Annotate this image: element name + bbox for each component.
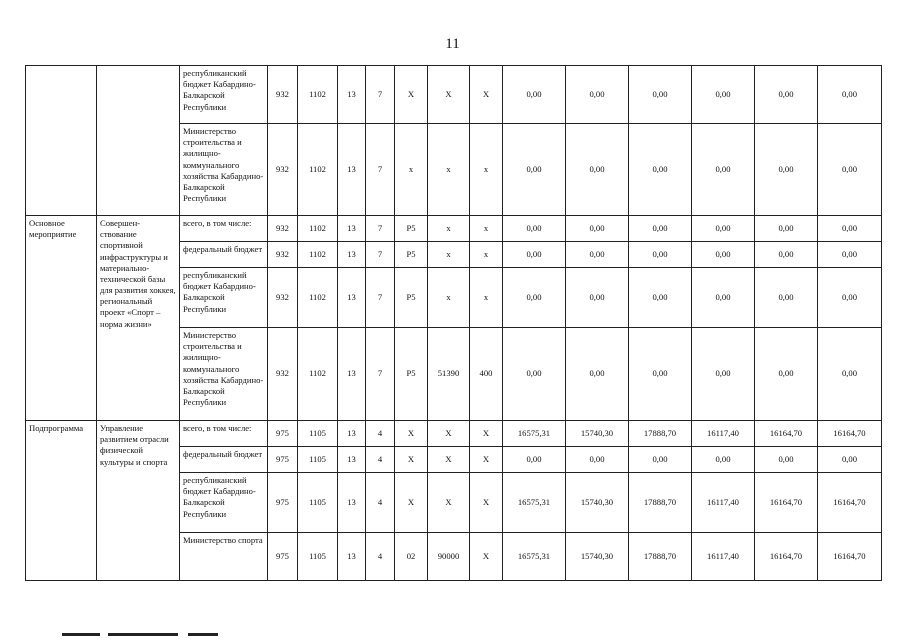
value-cell-v5: 0,00 (755, 242, 818, 268)
value-cell-grbs: 932 (268, 268, 298, 328)
value-cell-v6: 16164,70 (818, 421, 882, 447)
value-cell-gp: 13 (338, 242, 366, 268)
value-cell-v3: 0,00 (629, 66, 692, 124)
program-name-cell (97, 66, 180, 216)
funding-source-cell: Министерство строительства и жилищно-коммунального хозяйства Кабардино-Балкарской Республики (180, 328, 268, 421)
value-cell-gp: 13 (338, 447, 366, 473)
value-cell-v1: 16575,31 (503, 533, 566, 581)
value-cell-gp: 13 (338, 124, 366, 216)
value-cell-v3: 0,00 (629, 216, 692, 242)
value-cell-pp: 4 (366, 473, 395, 533)
value-cell-vr: Х (470, 421, 503, 447)
value-cell-cs: Х (428, 447, 470, 473)
value-cell-cs: 51390 (428, 328, 470, 421)
value-cell-pp: 7 (366, 66, 395, 124)
value-cell-v2: 15740,30 (566, 533, 629, 581)
value-cell-v6: 0,00 (818, 447, 882, 473)
value-cell-vr: Х (470, 66, 503, 124)
value-cell-vr: 400 (470, 328, 503, 421)
value-cell-v1: 0,00 (503, 124, 566, 216)
scan-mark (62, 633, 100, 636)
value-cell-v4: 0,00 (692, 447, 755, 473)
value-cell-v5: 0,00 (755, 328, 818, 421)
program-name-cell: Управление развитием отрасли физической культуры и спорта (97, 421, 180, 581)
value-cell-om: Р5 (395, 216, 428, 242)
value-cell-cs: Х (428, 66, 470, 124)
value-cell-v4: 0,00 (692, 242, 755, 268)
value-cell-v4: 16117,40 (692, 421, 755, 447)
table-row (26, 421, 882, 447)
value-cell-grbs: 975 (268, 533, 298, 581)
funding-source-cell: федеральный бюджет (180, 447, 268, 473)
value-cell-gp: 13 (338, 473, 366, 533)
value-cell-rz: 1102 (298, 216, 338, 242)
value-cell-v6: 0,00 (818, 216, 882, 242)
value-cell-v1: 0,00 (503, 447, 566, 473)
value-cell-v5: 0,00 (755, 216, 818, 242)
value-cell-v1: 0,00 (503, 66, 566, 124)
value-cell-cs: Х (428, 421, 470, 447)
program-level-cell: Основное мероприятие (26, 216, 97, 421)
value-cell-om: Х (395, 473, 428, 533)
value-cell-v1: 16575,31 (503, 421, 566, 447)
value-cell-om: Х (395, 421, 428, 447)
value-cell-gp: 13 (338, 66, 366, 124)
value-cell-v3: 0,00 (629, 124, 692, 216)
value-cell-rz: 1102 (298, 328, 338, 421)
value-cell-v1: 0,00 (503, 268, 566, 328)
value-cell-v2: 0,00 (566, 66, 629, 124)
value-cell-pp: 7 (366, 124, 395, 216)
value-cell-om: Р5 (395, 268, 428, 328)
value-cell-om: Р5 (395, 328, 428, 421)
value-cell-v4: 0,00 (692, 216, 755, 242)
value-cell-gp: 13 (338, 216, 366, 242)
value-cell-v6: 16164,70 (818, 473, 882, 533)
table-row (26, 216, 882, 242)
value-cell-v5: 0,00 (755, 124, 818, 216)
scan-mark (188, 633, 218, 636)
funding-source-cell: всего, в том числе: (180, 421, 268, 447)
funding-source-cell: всего, в том числе: (180, 216, 268, 242)
funding-source-cell: Министерство строительства и жилищно-коммунального хозяйства Кабардино-Балкарской Республики (180, 124, 268, 216)
value-cell-grbs: 932 (268, 242, 298, 268)
value-cell-v3: 17888,70 (629, 473, 692, 533)
value-cell-v2: 0,00 (566, 268, 629, 328)
value-cell-rz: 1102 (298, 124, 338, 216)
value-cell-v2: 15740,30 (566, 473, 629, 533)
program-level-cell: Подпрограмма (26, 421, 97, 581)
value-cell-v6: 0,00 (818, 124, 882, 216)
value-cell-vr: х (470, 216, 503, 242)
value-cell-v3: 0,00 (629, 268, 692, 328)
value-cell-v2: 15740,30 (566, 421, 629, 447)
value-cell-vr: Х (470, 447, 503, 473)
value-cell-v5: 16164,70 (755, 473, 818, 533)
value-cell-grbs: 932 (268, 328, 298, 421)
value-cell-vr: х (470, 268, 503, 328)
value-cell-grbs: 932 (268, 216, 298, 242)
value-cell-v6: 0,00 (818, 66, 882, 124)
value-cell-cs: х (428, 268, 470, 328)
budget-table (25, 65, 882, 581)
value-cell-v1: 0,00 (503, 328, 566, 421)
value-cell-grbs: 932 (268, 66, 298, 124)
value-cell-v5: 0,00 (755, 447, 818, 473)
value-cell-v4: 0,00 (692, 124, 755, 216)
program-level-cell (26, 66, 97, 216)
value-cell-v1: 0,00 (503, 242, 566, 268)
value-cell-om: 02 (395, 533, 428, 581)
value-cell-v5: 16164,70 (755, 421, 818, 447)
funding-source-cell: республиканский бюджет Кабардино-Балкарской Республики (180, 473, 268, 533)
value-cell-rz: 1105 (298, 447, 338, 473)
value-cell-gp: 13 (338, 533, 366, 581)
funding-source-cell: Министерство спорта (180, 533, 268, 581)
funding-source-cell: республиканский бюджет Кабардино-Балкарской Республики (180, 268, 268, 328)
value-cell-grbs: 975 (268, 421, 298, 447)
value-cell-v1: 0,00 (503, 216, 566, 242)
value-cell-rz: 1105 (298, 533, 338, 581)
value-cell-v3: 17888,70 (629, 421, 692, 447)
funding-source-cell: республиканский бюджет Кабардино-Балкарской Республики (180, 66, 268, 124)
value-cell-grbs: 975 (268, 447, 298, 473)
value-cell-rz: 1102 (298, 268, 338, 328)
value-cell-cs: х (428, 216, 470, 242)
value-cell-grbs: 932 (268, 124, 298, 216)
value-cell-cs: х (428, 124, 470, 216)
value-cell-v4: 0,00 (692, 66, 755, 124)
value-cell-v3: 0,00 (629, 447, 692, 473)
value-cell-v4: 0,00 (692, 328, 755, 421)
value-cell-rz: 1102 (298, 66, 338, 124)
value-cell-pp: 7 (366, 242, 395, 268)
value-cell-cs: 90000 (428, 533, 470, 581)
value-cell-gp: 13 (338, 268, 366, 328)
value-cell-pp: 7 (366, 328, 395, 421)
value-cell-rz: 1105 (298, 473, 338, 533)
value-cell-v2: 0,00 (566, 447, 629, 473)
table-row (26, 66, 882, 124)
value-cell-v3: 0,00 (629, 328, 692, 421)
value-cell-pp: 7 (366, 268, 395, 328)
value-cell-pp: 4 (366, 421, 395, 447)
value-cell-v2: 0,00 (566, 328, 629, 421)
page-number: 11 (445, 36, 460, 52)
value-cell-v2: 0,00 (566, 216, 629, 242)
value-cell-vr: х (470, 242, 503, 268)
value-cell-v6: 16164,70 (818, 533, 882, 581)
value-cell-pp: 4 (366, 533, 395, 581)
value-cell-pp: 4 (366, 447, 395, 473)
value-cell-grbs: 975 (268, 473, 298, 533)
value-cell-om: Х (395, 447, 428, 473)
value-cell-gp: 13 (338, 328, 366, 421)
value-cell-vr: Х (470, 533, 503, 581)
value-cell-v2: 0,00 (566, 242, 629, 268)
value-cell-v3: 17888,70 (629, 533, 692, 581)
value-cell-v5: 16164,70 (755, 533, 818, 581)
value-cell-v6: 0,00 (818, 268, 882, 328)
value-cell-om: Х (395, 66, 428, 124)
value-cell-rz: 1105 (298, 421, 338, 447)
value-cell-v4: 16117,40 (692, 473, 755, 533)
scan-mark (108, 633, 178, 636)
value-cell-v1: 16575,31 (503, 473, 566, 533)
value-cell-cs: Х (428, 473, 470, 533)
value-cell-v4: 16117,40 (692, 533, 755, 581)
funding-source-cell: федеральный бюджет (180, 242, 268, 268)
value-cell-v5: 0,00 (755, 66, 818, 124)
value-cell-v4: 0,00 (692, 268, 755, 328)
value-cell-v5: 0,00 (755, 268, 818, 328)
value-cell-vr: Х (470, 473, 503, 533)
value-cell-v6: 0,00 (818, 328, 882, 421)
value-cell-om: Р5 (395, 242, 428, 268)
value-cell-v3: 0,00 (629, 242, 692, 268)
value-cell-v2: 0,00 (566, 124, 629, 216)
value-cell-rz: 1102 (298, 242, 338, 268)
program-name-cell: Совершен-ствование спортивной инфраструктуры и материально-технической базы для развития хоккея, региональный проект «Спорт – норма жизни» (97, 216, 180, 421)
value-cell-cs: х (428, 242, 470, 268)
value-cell-v6: 0,00 (818, 242, 882, 268)
value-cell-pp: 7 (366, 216, 395, 242)
value-cell-om: х (395, 124, 428, 216)
value-cell-gp: 13 (338, 421, 366, 447)
value-cell-vr: х (470, 124, 503, 216)
